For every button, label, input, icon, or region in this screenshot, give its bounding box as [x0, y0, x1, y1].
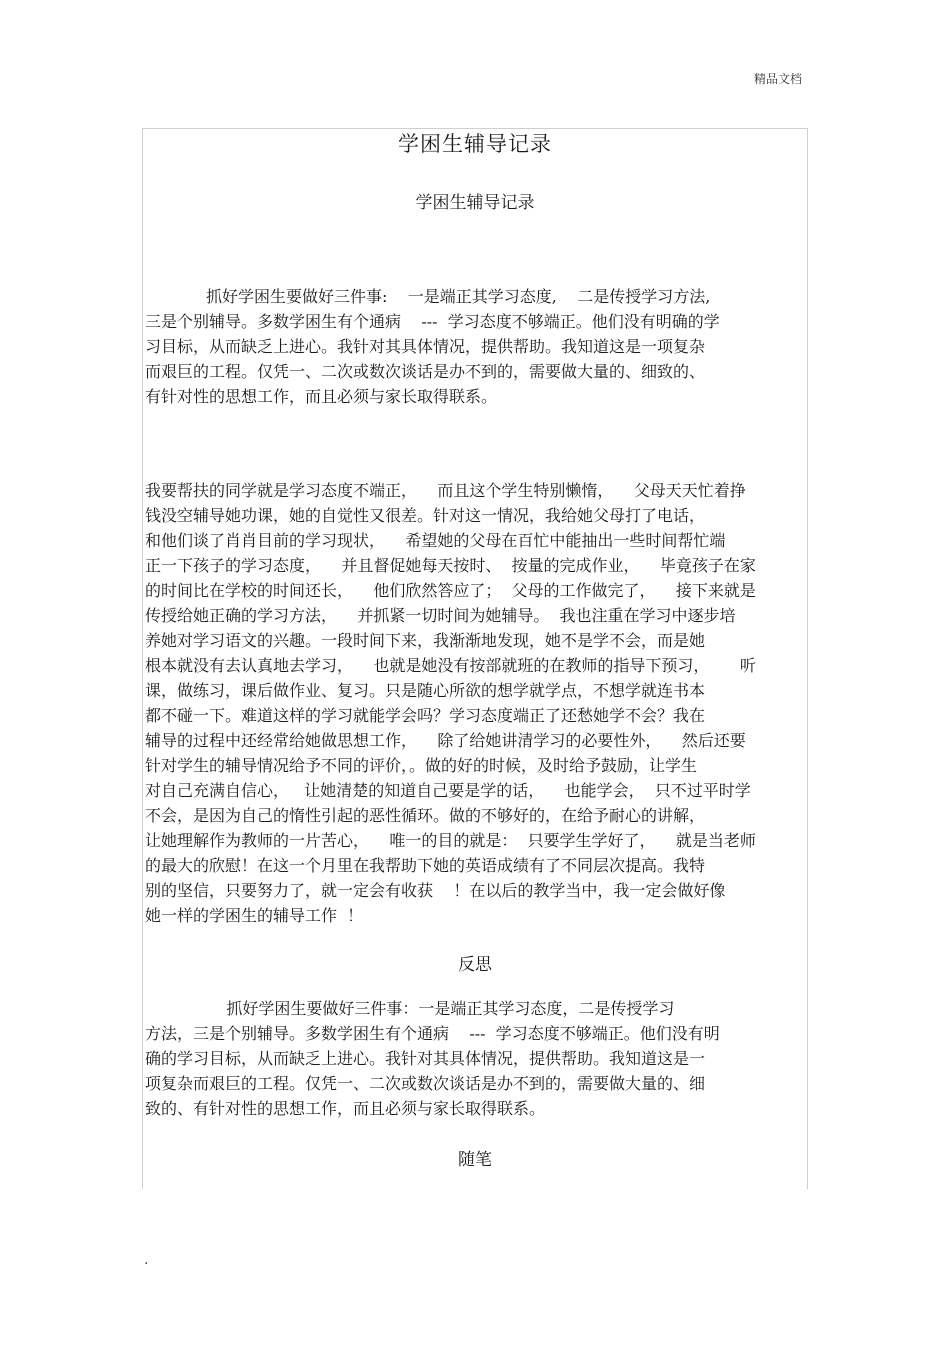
- text-line: 的时间比在学校的时间还长， 他们欣然答应了； 父母的工作做完了， 接下来就是: [145, 581, 756, 600]
- text-line: 课，做练习，课后做作业、复习。只是随心所欲的想学就学点，不想学就连书本: [145, 681, 706, 700]
- text-line: 的最大的欣慰！在这一个月里在我帮助下她的英语成绩有了不同层次提高。我特: [145, 856, 706, 875]
- text-line: 抓好学困生要做好三件事: 一是端正其学习态度, 二是传授学习方法,: [145, 287, 711, 306]
- text-line: 致的、有针对性的思想工作，而且必须与家长取得联系。: [145, 1099, 546, 1118]
- text-line: 方法，三是个别辅导。多数学困生有个通病 --- 学习态度不够端正。他们没有明: [145, 1024, 720, 1043]
- text-line: 三是个别辅导。多数学困生有个通病 --- 学习态度不够端正。他们没有明确的学: [145, 312, 720, 331]
- text-line: 别的坚信，只要努力了，就一定会有收获 ！在以后的教学当中，我一定会做好像: [145, 881, 726, 900]
- paragraph-record: [145, 478, 807, 928]
- footer-dot: .: [144, 1252, 149, 1268]
- text-line: 不会，是因为自己的惰性引起的恶性循环。做的不够好的，在给予耐心的讲解，: [145, 806, 706, 825]
- text-line: 确的学习目标，从而缺乏上进心。我针对其具体情况，提供帮助。我知道这是一: [145, 1049, 706, 1068]
- text-line: 而艰巨的工程。仅凭一、二次或数次谈话是办不到的，需要做大量的、细致的、: [145, 362, 706, 381]
- paragraph-reflection: [145, 996, 807, 1121]
- text-line: 辅导的过程中还经常给她做思想工作， 除了给她讲清学习的必要性外， 然后还要: [145, 731, 746, 750]
- text-line: 对自己充满自信心， 让她清楚的知道自己要是学的话， 也能学会， 只不过平时学: [145, 781, 751, 800]
- text-line: 钱没空辅导她功课，她的自觉性又很差。针对这一情况，我给她父母打了电话，: [145, 506, 706, 525]
- text-line: 都不碰一下。难道这样的学习就能学会吗？学习态度端正了还愁她学不会？我在: [145, 706, 706, 725]
- header-watermark-label: 精品文档: [753, 72, 802, 86]
- text-line: 正一下孩子的学习态度， 并且督促她每天按时、 按量的完成作业， 毕竟孩子在家: [145, 556, 756, 575]
- text-line: 让她理解作为教师的一片苦心， 唯一的目的就是： 只要学生学好了， 就是当老师: [145, 831, 756, 850]
- text-line: 根本就没有去认真地去学习， 也就是她没有按部就班的在教师的指导下预习， 听: [145, 656, 756, 675]
- text-line: 传授给她正确的学习方法， 并抓紧一切时间为她辅导。 我也注重在学习中逐步培: [145, 606, 736, 625]
- text-line: 习目标，从而缺乏上进心。我针对其具体情况，提供帮助。我知道这是一项复杂: [145, 337, 706, 356]
- text-line: 我要帮扶的同学就是学习态度不端正， 而且这个学生特别懒惰， 父母天天忙着挣: [145, 481, 746, 500]
- document-subtitle: 学困生辅导记录: [415, 193, 535, 213]
- paragraph-intro: [145, 284, 807, 409]
- text-line: 和他们谈了肖肖目前的学习现状， 希望她的父母在百忙中能抽出一些时间帮忙端: [145, 531, 726, 550]
- notes-heading: 随笔: [458, 1150, 492, 1170]
- text-line: 针对学生的辅导情况给予不同的评价，。做的好的时候，及时给予鼓励，让学生: [145, 756, 698, 775]
- text-line: 养她对学习语文的兴趣。一段时间下来，我渐渐地发现，她不是学不会，而是她: [145, 631, 706, 650]
- text-line: 有针对性的思想工作，而且必须与家长取得联系。: [145, 387, 498, 406]
- document-title: 学困生辅导记录: [398, 132, 552, 156]
- text-line: 抓好学困生要做好三件事：一是端正其学习态度，二是传授学习: [145, 999, 675, 1018]
- text-line: 项复杂而艰巨的工程。仅凭一、二次或数次谈话是办不到的，需要做大量的、细: [145, 1074, 706, 1093]
- text-line: 她一样的学困生的辅导工作 ！: [145, 906, 364, 925]
- reflection-heading: 反思: [458, 955, 492, 975]
